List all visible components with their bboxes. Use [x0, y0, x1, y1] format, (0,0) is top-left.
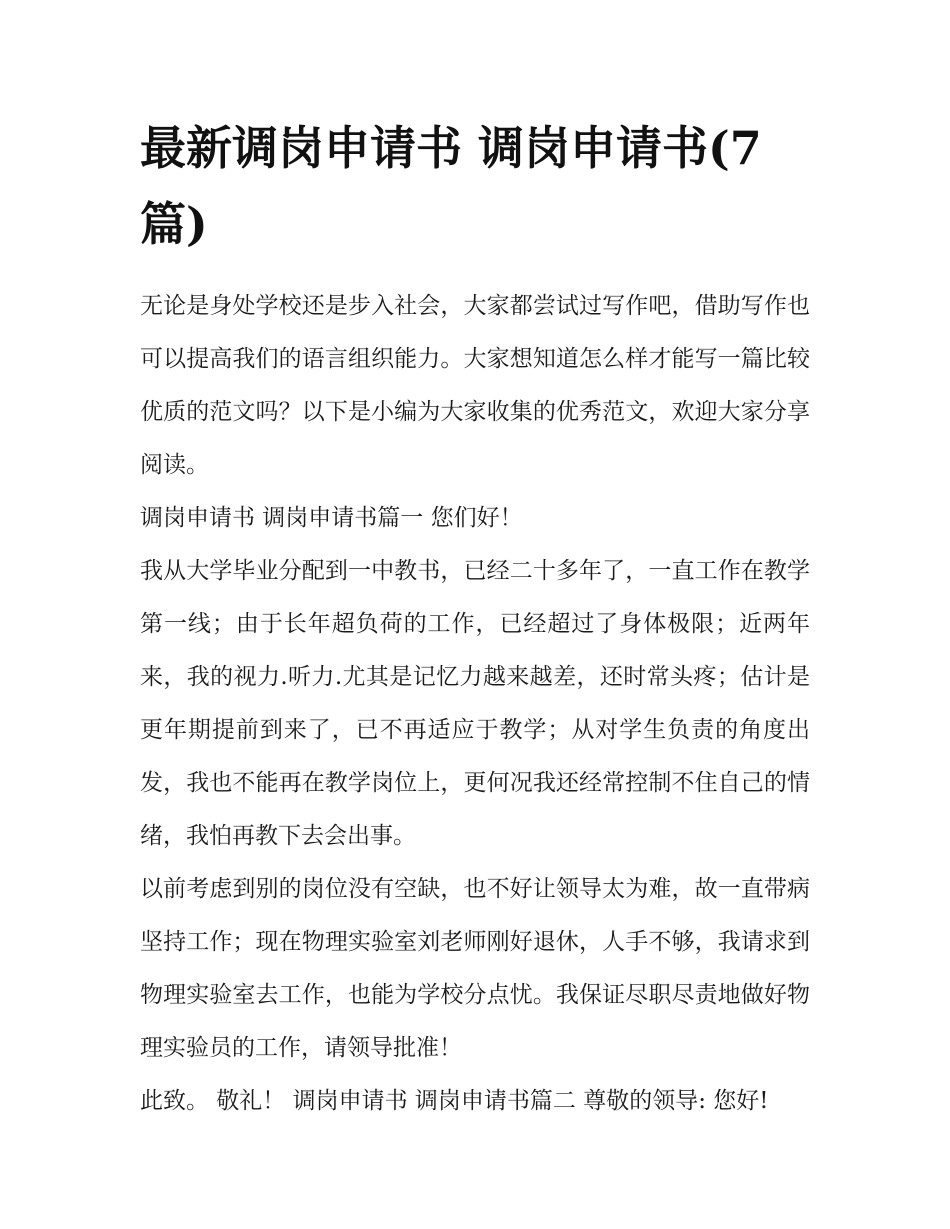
body-paragraph: 我从大学毕业分配到一中教书，已经二十多年了，一直工作在教学第一线；由于长年超负荷的工作，已经超过了身体极限；近两年来，我的视力.听力.尤其是记忆力越来越差，还时常头疼；估计是更年期提前到来了，已不再适应于教学；从对学生负责的角度出发，我也不能再在教学岗位上，更何况我还经常控制不住自己的情绪，我怕再教下去会出事。 [140, 558, 810, 849]
body-paragraph: 以前考虑到别的岗位没有空缺，也不好让领导太为难，故一直带病坚持工作；现在物理实验室刘老师刚好退休，人手不够，我请求到物理实验室去工作，也能为学校分点忧。我保证尽职尽责地做好物理实验员的工作，请领导批准！ [140, 876, 810, 1061]
document-title: 最新调岗申请书 调岗申请书(7篇) [140, 121, 762, 251]
document-body [140, 110, 810, 1128]
closing-paragraph: 此致。 敬礼！ 调岗申请书 调岗申请书篇二 尊敬的领导: 您好! [140, 1088, 769, 1114]
intro-paragraph: 无论是身处学校还是步入社会，大家都尝试过写作吧，借助写作也可以提高我们的语言组织能力。大家想知道怎么样才能写一篇比较优质的范文吗？以下是小编为大家收集的优秀范文，欢迎大家分享阅读。 [140, 293, 810, 478]
section-heading-paragraph: 调岗申请书 调岗申请书篇一 您们好！ [140, 505, 523, 531]
